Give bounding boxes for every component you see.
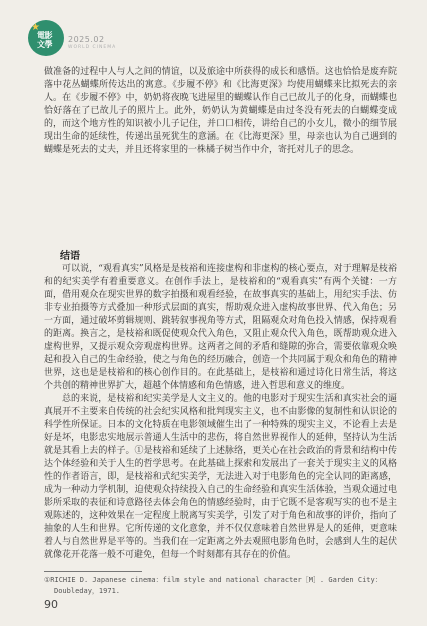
star-icon: ★ (31, 22, 40, 33)
body-text-bottom (44, 263, 397, 562)
paragraph: 做准备的过程中人与人之间的情谊，以及旅途中所获得的成长和感悟。这也恰恰是废弃院落中花丛蝴蝶所传达出的寓意。《步履不停》和《比海更深》均使用蝴蝶来比拟死去的亲人。在《步履不停》中，奶奶将夜晚飞进屋里的蝴蝶认作自己已故儿子的化身，而蝴蝶也恰好落在了已故儿子的照片上。此外，奶奶认为黄蝴蝶是由过冬没有死去的白蝴蝶变成的，而这个地方性的知识被小儿子记住，并口口相传，讲给自己的小女儿，微小的细节展现出生命的延续性，传递出虽死犹生的意涵。在《比海更深》里，母亲也认为自己遇到的蝴蝶是死去的丈夫，并且还将家里的一株橘子树当作中介，寄托对儿子的思念。 (44, 67, 397, 155)
logo-text: 電影 文學 (37, 31, 52, 49)
body-text-top (44, 66, 397, 157)
paragraph: 可以说，“观看真实”风格是是枝裕和连接虚构和非虚构的核心要点，对于理解是枝裕和的纪实美学有着重要意义。在创作手法上，是枝裕和的“观看真实”有两个关键：一方面，借用观众在现实世界的数字拍摄和观看经验，在故事真实的基础上，用纪实手法、仿非专业拍摄等方式叠加一种形式层面的真实，帮助观众进入虚构故事世界、代入角色；另一方面，通过破坏剪辑规则、跳转叙事视角等方式，阻隔观众对角色投入情感，保持观看的距离。换言之，是枝裕和既促使观众代入角色，又阻止观众代入角色，既帮助观众进入虚构世界，又提示观众旁观虚构世界。这两者之间的矛盾和缝隙的弥合，需要依靠观众唤起和投入自己的生命经验，使之与角色的经历融合，创造一个共同属于观众和角色的精神世界，这也是是枝裕和的核心创作目的。在此基础上，是枝裕和通过诗化日常生活，将这个共创的精神世界扩大，超越个体情感和角色情感，进入哲思和意义的维度。 (44, 264, 397, 391)
footnote-line: ①RICHIE D. Japanese cinema：film style and national character［M］. Garden City： (44, 576, 382, 584)
paragraph: 总的来说，是枝裕和纪实美学是人文主义的。他的电影对于现实生活和真实社会的逼真展开不主要来自传统的社会纪实风格和批判现实主义，也不由影像的复制性和认识论的科学性所保证。日本的文化特质在电影领域催生出了一种特殊的现实主义，不论看上去是好是坏，电影忠实地展示普通人生活中的悲伤，将自然世界视作人的延伸，坚持认为生活就是其看上去的样子。①是枝裕和延续了上述脉络，更关心在社会政治的背景和结构中传达个体经验和关于人生的哲学思考。在此基础上探索和发展出了一套关于现实主义的风格性的作者语言，即，是枝裕和式纪实美学，无法进入对于电影角色的完全认同的距离感，成为一种动力学机制，迫使观众持续投入自己的生命经验和真实生活体验，当观众通过电影所采取的表征和诗意路径去体会角色的情感经验时，由于它既不是客观写实的也不是主观陈述的，这种效果在一定程度上脱离写实美学，引发了对于角色和故事的评价，指向了抽象的人生和世界。它所传递的文化意象，并不仅仅意味着自然世界是人的延伸，更意味着人与自然世界是平等的。当我们在一定距离之外去观照电影角色时，会感到人生的起伏就像花开花落一般不可避免，但每一个时刻都有其存在的价值。 (44, 394, 397, 560)
page-number: 90 (44, 598, 58, 611)
section-heading: 结语 (60, 251, 80, 262)
issue-date: 2025.02 (68, 35, 105, 44)
footnote-line: Doubleday，1971. (54, 587, 121, 595)
footnote (44, 575, 397, 597)
magazine-logo (28, 20, 64, 56)
footnote-divider (44, 571, 142, 572)
magazine-subtitle: WORLD CINEMA (68, 45, 117, 50)
